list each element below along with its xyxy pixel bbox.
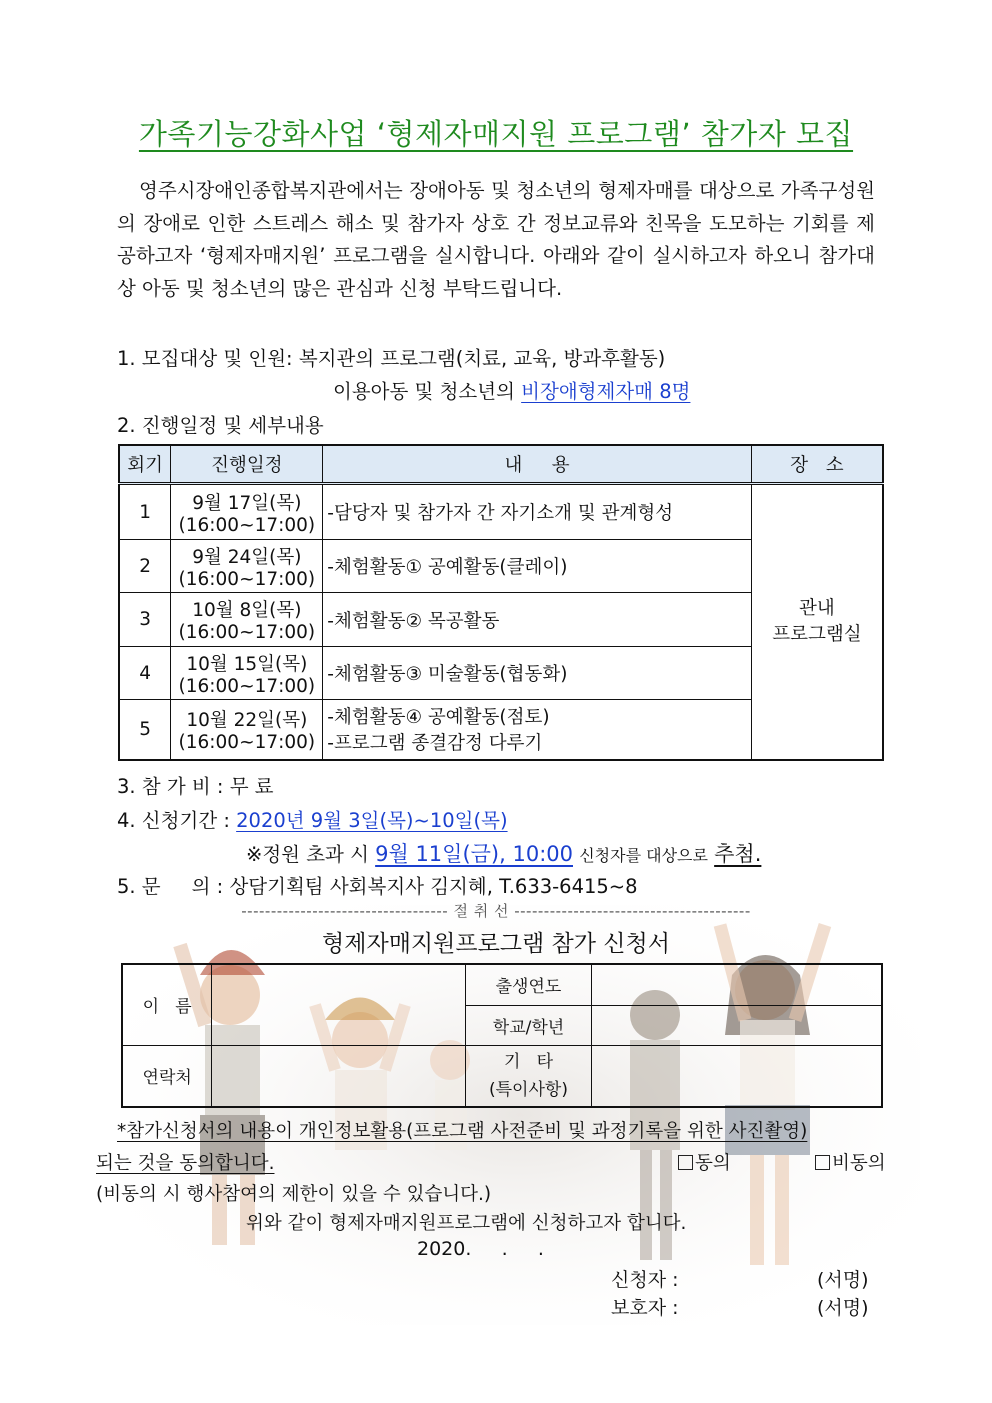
date-cell bbox=[171, 647, 323, 700]
agree-checkbox[interactable] bbox=[678, 1155, 693, 1170]
lottery-note-date: 9월 11일(금), 10:00 bbox=[375, 842, 573, 866]
birth-year-label: 출생연도 bbox=[465, 964, 592, 1005]
applicant-sign[interactable]: (서명) bbox=[817, 1269, 869, 1291]
form-title: 형제자매지원프로그램 참가 신청서 bbox=[322, 931, 670, 957]
contact-label: 연락처 bbox=[122, 1045, 212, 1107]
lottery-note-prefix: ※정원 초과 시 bbox=[246, 843, 369, 866]
round-cell: 1 bbox=[119, 484, 171, 540]
content-cell bbox=[323, 484, 752, 540]
disagree-option[interactable] bbox=[815, 1149, 886, 1175]
etc-label-line2: (특이사항) bbox=[489, 1079, 568, 1100]
applicant-label: 신청자 : bbox=[611, 1269, 679, 1291]
application-period-label: 4. 신청기간 : bbox=[117, 809, 230, 832]
disagree-label: 비동의 bbox=[832, 1153, 886, 1174]
intro-paragraph: 영주시장애인종합복지관에서는 장애아동 및 청소년의 형제자매를 대상으로 가족구성원의 장애로 인한 스트레스 해소 및 참가자 상호 간 정보교류와 친목을 도모하는 기회를 제공하고자 ‘형제자매지원’ 프로그램을 실시합니다. 아래와 같이 실시하고자 하오니 참가대상 아동 및 청소년의 많은 관심과 신청 부탁드립니다. bbox=[117, 179, 875, 300]
content-cell bbox=[323, 593, 752, 647]
lottery-note-mid: 신청자를 대상으로 bbox=[579, 846, 708, 865]
date-cell bbox=[171, 540, 323, 593]
header-round: 회기 bbox=[119, 445, 171, 484]
date-line: 2020. . . bbox=[417, 1238, 544, 1260]
content-text-2: -프로그램 종결감정 다루기 bbox=[327, 733, 543, 755]
table-row bbox=[119, 484, 883, 540]
round-cell: 2 bbox=[119, 540, 171, 593]
cut-line: ----------------------------------- 절 취 선 ---------------------------------------- bbox=[241, 902, 751, 920]
consent-line3: (비동의 시 행사참여의 제한이 있을 수 있습니다.) bbox=[96, 1184, 492, 1205]
fee-value: 무 료 bbox=[229, 775, 274, 798]
application-form-table bbox=[121, 963, 883, 1108]
recruit-target-line1: 복지관의 프로그램(치료, 교육, 방과후활동) bbox=[298, 347, 666, 370]
school-grade-label: 학교/학년 bbox=[465, 1005, 592, 1045]
schedule-table bbox=[118, 444, 884, 761]
lottery-note bbox=[246, 838, 761, 868]
agree-label: 동의 bbox=[695, 1153, 731, 1174]
schedule-heading: 2. 진행일정 및 세부내용 bbox=[117, 414, 324, 437]
date-cell bbox=[171, 484, 323, 540]
header-place: 장 소 bbox=[751, 445, 883, 484]
application-period-value: 2020년 9월 3일(목)~10일(목) bbox=[236, 809, 508, 832]
time-text: (16:00~17:00) bbox=[178, 514, 316, 536]
content-text: -체험활동② 목공활동 bbox=[327, 610, 500, 632]
agree-option[interactable] bbox=[678, 1149, 731, 1175]
round-cell: 4 bbox=[119, 647, 171, 700]
school-grade-field[interactable] bbox=[592, 1005, 882, 1045]
date-text: 10월 15일(목) bbox=[186, 653, 308, 675]
name-label: 이 름 bbox=[122, 964, 212, 1045]
header-date: 진행일정 bbox=[171, 445, 323, 484]
content-cell bbox=[323, 647, 752, 700]
content-text: -체험활동④ 공예활동(점토) bbox=[327, 707, 550, 729]
apply-statement: 위와 같이 형제자매지원프로그램에 신청하고자 합니다. bbox=[246, 1213, 687, 1234]
date-text: 10월 22일(목) bbox=[186, 709, 308, 731]
content-cell bbox=[323, 540, 752, 593]
place-cell: 관내 프로그램실 bbox=[751, 484, 883, 760]
time-text: (16:00~17:00) bbox=[178, 622, 316, 643]
round-cell: 3 bbox=[119, 593, 171, 647]
date-cell bbox=[171, 700, 323, 760]
fee-label: 3. 참 가 비 : bbox=[117, 775, 224, 798]
content-text: -체험활동① 공예활동(클레이) bbox=[327, 557, 568, 578]
recruit-target-prefix: 이용아동 및 청소년의 bbox=[333, 380, 515, 403]
content-cell bbox=[323, 700, 752, 760]
content-text: -담당자 및 참가자 간 자기소개 및 관계형성 bbox=[327, 503, 674, 524]
contact-field[interactable] bbox=[212, 1045, 465, 1107]
application-period bbox=[117, 805, 508, 833]
consent-line2: 되는 것을 동의합니다. bbox=[96, 1153, 275, 1174]
lottery-note-end: 추첨. bbox=[714, 842, 762, 866]
fee bbox=[117, 771, 274, 799]
page-title: 가족기능강화사업 ‘형제자매지원 프로그램’ 참가자 모집 bbox=[138, 117, 854, 151]
header-content: 내 용 bbox=[323, 445, 752, 484]
recruit-target-line2 bbox=[333, 376, 690, 404]
recruit-target bbox=[117, 343, 665, 371]
schedule-header-row bbox=[119, 445, 883, 484]
inquiry-label: 5. 문 의 : bbox=[117, 875, 224, 898]
etc-field[interactable] bbox=[592, 1045, 882, 1107]
content-text: -체험활동③ 미술활동(협동화) bbox=[327, 664, 568, 685]
recruit-target-label: 1. 모집대상 및 인원: bbox=[117, 347, 293, 370]
disagree-checkbox[interactable] bbox=[815, 1155, 830, 1170]
name-field[interactable] bbox=[212, 964, 465, 1045]
date-cell bbox=[171, 593, 323, 647]
etc-label-line1: 기 타 bbox=[503, 1051, 553, 1072]
date-text: 10월 8일(목) bbox=[192, 600, 302, 621]
time-text: (16:00~17:00) bbox=[178, 731, 316, 753]
inquiry bbox=[117, 871, 638, 899]
time-text: (16:00~17:00) bbox=[178, 568, 316, 590]
consent-line1: *참가신청서의 내용이 개인정보활용(프로그램 사전준비 및 과정기록을 위한 사진촬영) bbox=[117, 1121, 808, 1142]
time-text: (16:00~17:00) bbox=[178, 675, 316, 697]
etc-label bbox=[465, 1045, 592, 1107]
round-cell: 5 bbox=[119, 700, 171, 760]
birth-year-field[interactable] bbox=[592, 964, 882, 1005]
guardian-sign[interactable]: (서명) bbox=[817, 1297, 869, 1319]
inquiry-value: 상담기획팀 사회복지사 김지혜, T.633-6415~8 bbox=[229, 875, 638, 898]
recruit-target-highlight: 비장애형제자매 8명 bbox=[521, 380, 691, 403]
date-text: 9월 17일(목) bbox=[192, 492, 302, 514]
date-text: 9월 24일(목) bbox=[192, 546, 302, 568]
guardian-label: 보호자 : bbox=[611, 1297, 679, 1319]
